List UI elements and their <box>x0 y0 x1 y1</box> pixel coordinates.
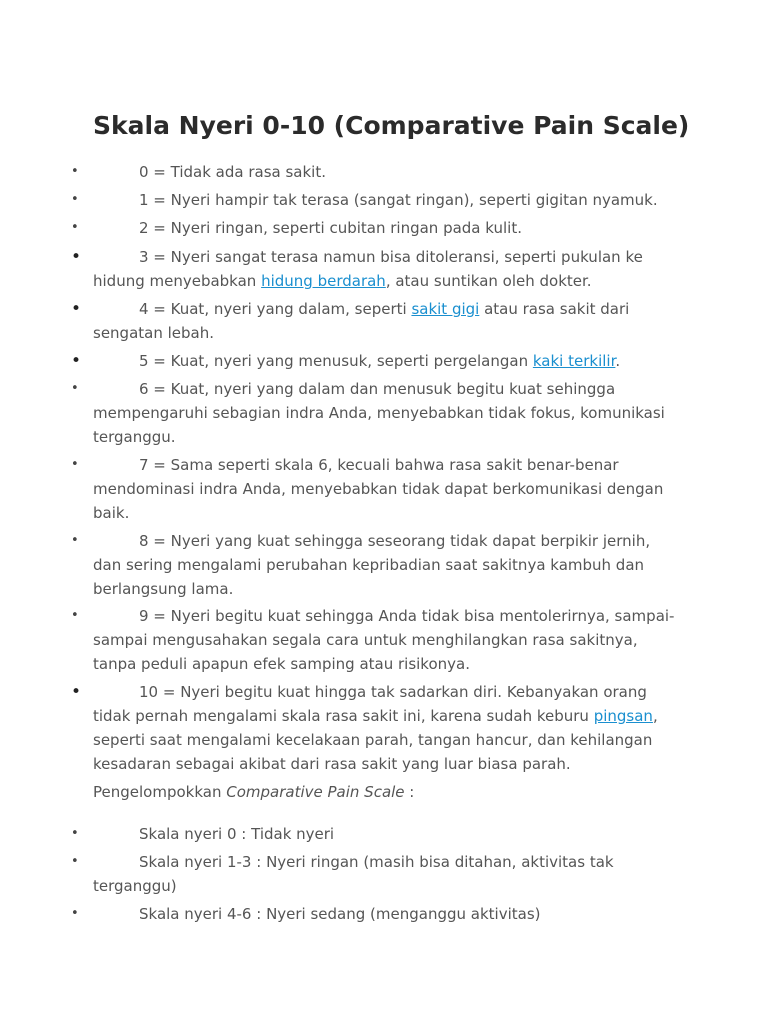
link-hidung-berdarah[interactable]: hidung berdarah <box>261 272 386 290</box>
list-item <box>71 529 677 601</box>
item-text-suffix: , atau suntikan oleh dokter. <box>385 272 592 290</box>
bullet-icon: • <box>71 826 79 841</box>
grouping-intro <box>93 780 677 804</box>
item-text-suffix: atau rasa sakit dari sengatan lebah. <box>93 300 630 342</box>
list-item <box>71 188 677 212</box>
bullet-icon: • <box>71 192 79 207</box>
link-kaki-terkilir[interactable]: kaki terkilir <box>532 352 616 370</box>
list-item <box>71 160 677 184</box>
item-text: 3 = Nyeri sangat terasa namun bisa ditoleransi, seperti pukulan ke hidung menyebabkan <box>93 248 643 290</box>
grouping-intro-suffix: : <box>404 783 415 801</box>
bullet-icon: • <box>71 220 79 235</box>
item-text: 1 = Nyeri hampir tak terasa (sangat ringan), seperti gigitan nyamuk. <box>139 191 658 209</box>
item-text: 10 = Nyeri begitu kuat hingga tak sadarkan diri. Kebanyakan orang tidak pernah mengalami skala rasa sakit ini, karena sudah keburu <box>93 683 647 725</box>
list-item <box>71 377 677 449</box>
bullet-icon: • <box>71 533 79 548</box>
item-text: 4 = Kuat, nyeri yang dalam, seperti <box>139 300 412 318</box>
page-title: Skala Nyeri 0-10 (Comparative Pain Scale) <box>93 111 690 140</box>
list-item <box>71 902 677 926</box>
bullet-icon: • <box>71 299 82 319</box>
grouping-intro-emphasis: Comparative Pain Scale <box>226 783 405 801</box>
link-sakit-gigi[interactable]: sakit gigi <box>411 300 480 318</box>
bullet-icon: • <box>71 682 82 702</box>
item-text: Skala nyeri 1-3 : Nyeri ringan (masih bisa ditahan, aktivitas tak terganggu) <box>93 853 614 895</box>
item-text: 2 = Nyeri ringan, seperti cubitan ringan pada kulit. <box>139 219 522 237</box>
bullet-icon: • <box>71 457 79 472</box>
item-text-suffix: . <box>615 352 621 370</box>
item-text: Skala nyeri 0 : Tidak nyeri <box>139 825 335 843</box>
bullet-icon: • <box>71 247 82 267</box>
bullet-icon: • <box>71 608 79 623</box>
item-text: 8 = Nyeri yang kuat sehingga seseorang tidak dapat berpikir jernih, dan sering mengalami perubahan kepribadian saat sakitnya kambuh dan berlangsung lama. <box>93 532 651 598</box>
item-text-suffix: , seperti saat mengalami kecelakaan parah, tangan hancur, dan kehilangan kesadaran sebagai akibat dari rasa sakit yang luar biasa parah. <box>93 707 658 773</box>
bullet-icon: • <box>71 351 82 371</box>
list-item <box>71 850 677 898</box>
bullet-icon: • <box>71 164 79 179</box>
item-text: 9 = Nyeri begitu kuat sehingga Anda tidak bisa mentolerirnya, sampai-sampai mengusahakan segala cara untuk menghilangkan rasa sakitnya, tanpa peduli apapun efek samping atau risikonya. <box>93 607 675 673</box>
list-item <box>71 604 677 676</box>
list-item <box>71 453 677 525</box>
grouping-intro-text: Pengelompokkan <box>93 783 227 801</box>
item-text: 7 = Sama seperti skala 6, kecuali bahwa rasa sakit benar-benar mendominasi indra Anda, menyebabkan tidak dapat berkomunikasi dengan baik. <box>93 456 664 522</box>
list-item <box>71 822 677 846</box>
list-item <box>71 680 677 776</box>
list-item <box>71 297 677 345</box>
list-item <box>71 349 677 373</box>
item-text: 0 = Tidak ada rasa sakit. <box>139 163 327 181</box>
bullet-icon: • <box>71 906 79 921</box>
list-item <box>71 245 677 293</box>
item-text: 5 = Kuat, nyeri yang menusuk, seperti pergelangan <box>139 352 533 370</box>
bullet-icon: • <box>71 381 79 396</box>
bullet-icon: • <box>71 854 79 869</box>
item-text: 6 = Kuat, nyeri yang dalam dan menusuk begitu kuat sehingga mempengaruhi sebagian indra Anda, menyebabkan tidak fokus, komunikasi terganggu. <box>93 380 665 446</box>
list-item <box>71 216 677 240</box>
link-pingsan[interactable]: pingsan <box>593 707 653 725</box>
item-text: Skala nyeri 4-6 : Nyeri sedang (menganggu aktivitas) <box>139 905 541 923</box>
